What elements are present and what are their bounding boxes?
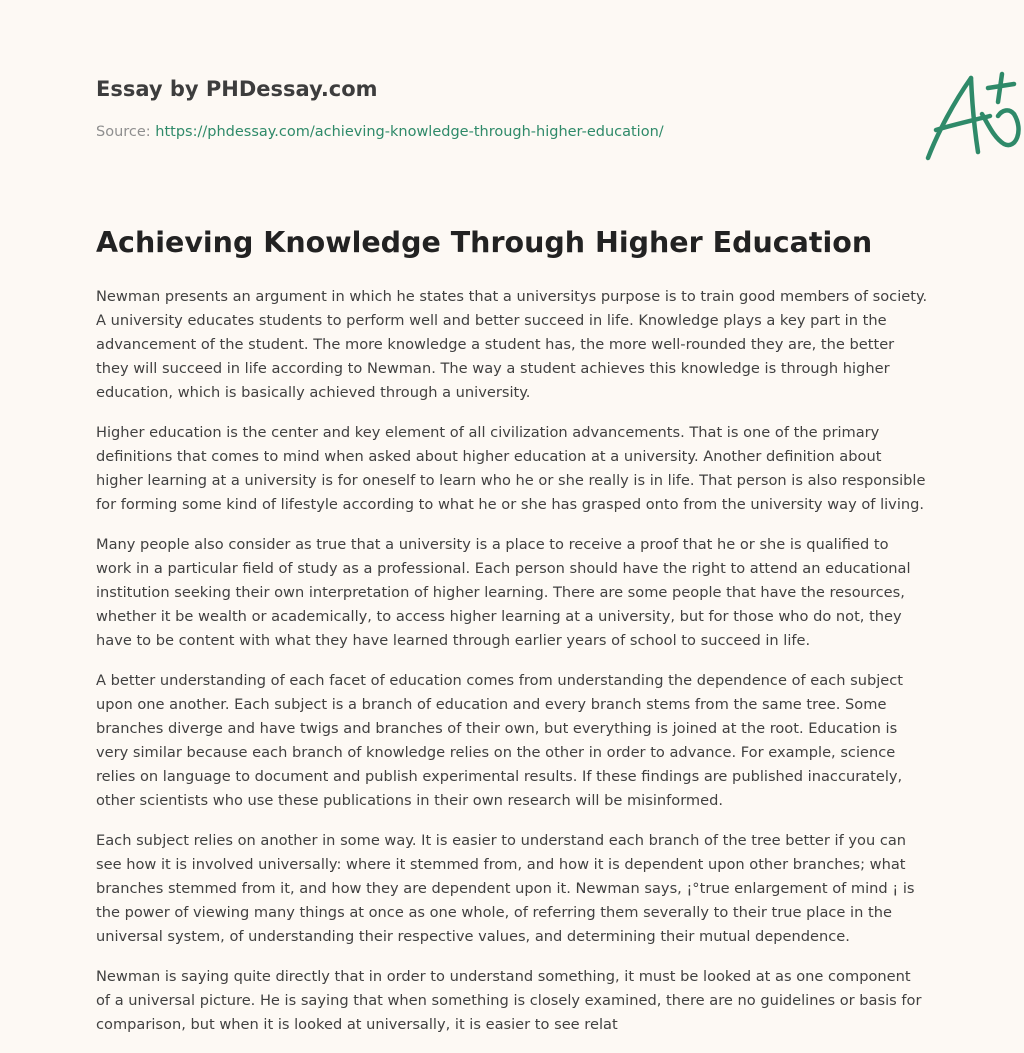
essay-title: Achieving Knowledge Through Higher Education — [96, 226, 873, 259]
essay-paragraph: Each subject relies on another in some way. It is easier to understand each branch of the tree better if you can see how it is involved universally: where it stemmed from, and how it is dependent upon other branches; what branches stemmed from it, and how they are dependent upon it. Newman says, ¡°true enlargement of mind ¡ is the power of viewing many things at once as one whole, of referring them severally to their true place in the universal system, of understanding their respective values, and determining their mutual dependence. — [96, 832, 915, 945]
source-label: Source: — [96, 124, 151, 140]
source-link[interactable]: https://phdessay.com/achieving-knowledge-through-higher-education/ — [155, 124, 664, 140]
essay-paragraph: Many people also consider as true that a university is a place to receive a proof that he or she is qualified to work in a particular field of study as a professional. Each person should have the right to attend an educational institution seeking their own interpretation of higher learning. There are some people that have the resources, whether it be wealth or academically, to access higher learning at a university, but for those who do not, they have to be content with what they have learned through earlier years of school to succeed in life. — [96, 536, 911, 649]
source-line — [96, 124, 664, 140]
essay-paragraph: A better understanding of each facet of education comes from understanding the dependence of each subject upon one another. Each subject is a branch of education and every branch stems from the same tree. Some branches diverge and have twigs and branches of their own, but everything is joined at the root. Education is very similar because each branch of knowledge relies on the other in order to advance. For example, science relies on language to document and publish experimental results. If these findings are published inaccurately, other scientists who use these publications in their own research will be misinformed. — [96, 672, 904, 809]
site-title: Essay by PHDessay.com — [96, 77, 378, 101]
a-plus-grade-icon — [916, 66, 1024, 166]
essay-paragraph: Higher education is the center and key element of all civilization advancements. That is one of the primary definitions that comes to mind when asked about higher education at a university. Another definition about higher learning at a university is for oneself to learn who he or she really is in life. That person is also responsible for forming some kind of lifestyle according to what he or she has grasped onto from the university way of living. — [96, 424, 926, 513]
essay-paragraph: Newman presents an argument in which he states that a universitys purpose is to train good members of society. A university educates students to perform well and better succeed in life. Knowledge plays a key part in the advancement of the student. The more knowledge a student has, the more well-rounded they are, the better they will succeed in life according to Newman. The way a student achieves this knowledge is through higher education, which is basically achieved through a university. — [96, 288, 928, 401]
essay-paragraph: Newman is saying quite directly that in order to understand something, it must be looked at as one component of a universal picture. He is saying that when something is closely examined, there are no guidelines or basis for comparison, but when it is looked at universally, it is easier to see relat — [96, 968, 922, 1033]
essay-body — [96, 285, 928, 1053]
